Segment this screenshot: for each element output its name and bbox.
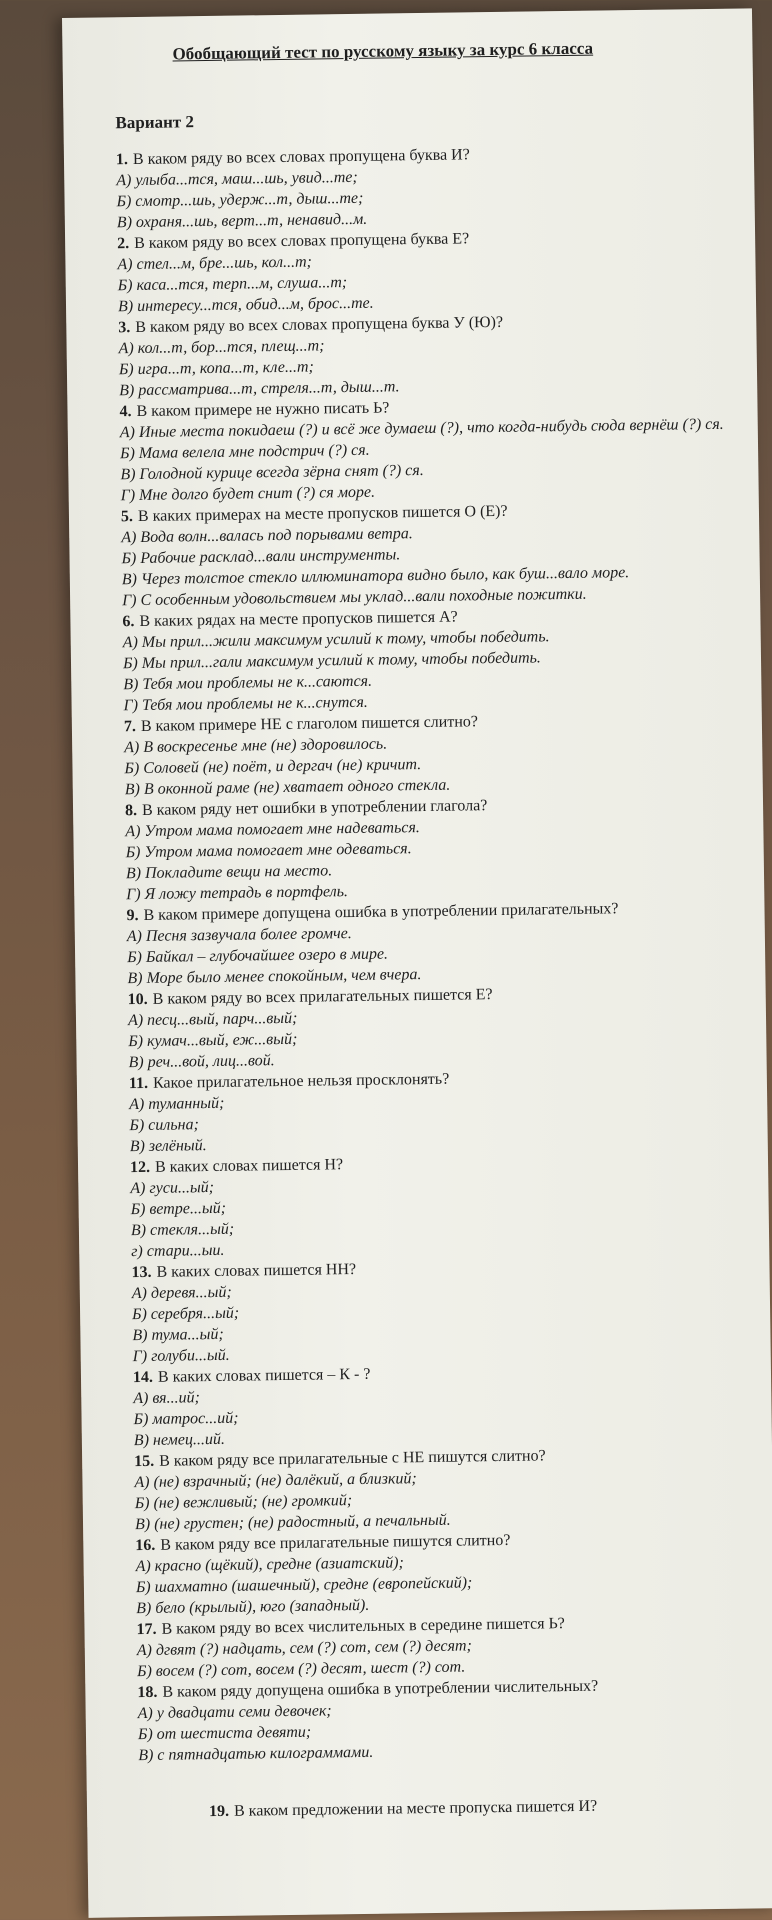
- answer-option: В) Покладите вещи на место.: [125, 862, 333, 883]
- answer-option: Г) С особенным удовольствием мы уклад...вали походные пожитки.: [122, 585, 587, 610]
- answer-option: А) улыба...тся, маш...шь, увид...те;: [116, 168, 358, 190]
- question-number: 10.: [127, 990, 148, 1009]
- question-number: 13.: [131, 1263, 152, 1282]
- answer-option: Б) восем (?) сот, восем (?) десят, шест (?) сот.: [136, 1658, 466, 1681]
- question-number: 3.: [118, 319, 131, 337]
- question-number: 18.: [137, 1683, 158, 1702]
- question-text: В каком ряду во всех словах пропущена буква И?: [132, 146, 470, 169]
- question-text: В каком ряду все прилагательные с НЕ пишутся слитно?: [159, 1447, 546, 1470]
- answer-option: г) стари...ыи.: [131, 1241, 225, 1261]
- answer-option: Б) шахматно (шашечный), средне (европейский);: [135, 1574, 473, 1597]
- answer-option: В) Через толстое стекло иллюминатора видно было, как буш...вало море.: [121, 564, 630, 589]
- question-text: В каких словах пишется НН?: [156, 1261, 357, 1281]
- answer-option: В) рассматрива...т, стреля...т, дыш...т.: [119, 378, 400, 400]
- answer-option: А) песц...вый, парч...вый;: [127, 1009, 298, 1030]
- question-number: 8.: [124, 802, 138, 820]
- answer-option: Б) серебря...ый;: [131, 1304, 240, 1324]
- answer-option: Б) Байкал – глубочайшее озеро в мире.: [127, 945, 389, 967]
- question-text: В каком ряду во всех прилагательных пишется Е?: [152, 986, 493, 1008]
- question-number: 6.: [122, 613, 135, 631]
- question-number: 17.: [136, 1620, 157, 1639]
- answer-option: Г) голуби...ый.: [132, 1346, 230, 1366]
- answer-option: В) охраня...шь, верт...т, ненавид...м.: [116, 210, 368, 232]
- answer-option: А) Вода волн...валась под порывами ветра.: [121, 525, 413, 547]
- answer-option: А) у двадцати семи девочек;: [137, 1702, 332, 1723]
- answer-option: А) Утром мама помогает мне надеваться.: [125, 819, 420, 841]
- question-number: 12.: [129, 1158, 151, 1177]
- question-number: 7.: [123, 718, 137, 736]
- question-number: 15.: [134, 1452, 155, 1471]
- question-number: 9.: [126, 907, 139, 925]
- question-number: 19.: [208, 1802, 230, 1821]
- answer-option: Б) кумач...вый, еж...вый;: [128, 1030, 298, 1051]
- question-number: 14.: [132, 1368, 154, 1387]
- answer-option: Г) Я ложу тетрадь в портфель.: [126, 883, 349, 904]
- variant-label: Вариант 2: [115, 112, 195, 133]
- question-number: 16.: [135, 1536, 156, 1555]
- document-title: Обобщающий тест по русскому языку за курс 6 класса: [172, 38, 594, 64]
- question-text: В каком ряду все прилагательные пишутся слитно?: [160, 1531, 511, 1554]
- answer-option: В) зелёный.: [129, 1137, 207, 1156]
- question-text: В каких словах пишется – К - ?: [157, 1365, 371, 1386]
- question-text: В каких примерах на месте пропусков пишется О (Е)?: [137, 502, 508, 525]
- answer-option: В) интересу...тся, обид...м, брос...те.: [117, 294, 374, 316]
- answer-option: А) кол...т, бор...тся, плещ...т;: [118, 337, 325, 358]
- answer-option: В) стекля...ый;: [130, 1220, 235, 1240]
- question-text: В каком ряду во всех словах пропущена буква Е?: [134, 230, 470, 253]
- question-text: В каком примере не нужно писать Ь?: [136, 399, 390, 420]
- answer-option: Б) Рабочие расклад...вали инструменты.: [121, 546, 401, 568]
- test-paper-sheet: [62, 8, 772, 1917]
- answer-option: Б) смотр...шь, удерж...т, дыш...те;: [116, 189, 364, 211]
- answer-option: В) тума...ый;: [132, 1325, 224, 1345]
- answer-option: А) (не) взрачный; (не) далёкий, а близкий;: [134, 1470, 417, 1492]
- answer-option: Б) каса...тся, терп...м, слуша...т;: [117, 274, 348, 295]
- answer-option: Б) Мама велела мне подстрич (?) ся.: [119, 441, 370, 463]
- answer-option: А) Песня зазвучала более громче.: [126, 925, 352, 946]
- question-text: В каком ряду во всех числительных в середине пишется Ь?: [161, 1615, 565, 1638]
- answer-option: Б) от шестиста девяти;: [137, 1723, 312, 1744]
- answer-option: Б) игра...т, копа...т, кле...т;: [118, 358, 314, 379]
- answer-option: А) вя...ий;: [133, 1389, 201, 1408]
- answer-option: В) Море было менее спокойным, чем вчера.: [127, 966, 422, 988]
- questions-list: [116, 141, 759, 1823]
- question-number: 5.: [120, 508, 134, 526]
- question-number: 2.: [117, 235, 130, 253]
- answer-option: Б) сильна;: [129, 1116, 199, 1135]
- answer-option: А) красно (щёкий), средне (азиатский);: [135, 1554, 404, 1576]
- answer-option: Г) Тебя мои проблемы не к...снутся.: [123, 693, 368, 715]
- answer-option: А) стел...м, бре...шь, кол...т;: [117, 253, 313, 274]
- answer-option: А) гуси...ый;: [130, 1178, 215, 1198]
- question-text: В каком ряду допущена ошибка в употреблении числительных?: [162, 1677, 599, 1701]
- question-text: В каком примере НЕ с глаголом пишется слитно?: [140, 713, 479, 735]
- answer-option: В) бело (крылый), юго (западный).: [136, 1596, 370, 1618]
- question-text: Какое прилагательное нельзя просклонять?: [152, 1070, 450, 1092]
- answer-option: Б) ветре...ый;: [130, 1199, 227, 1219]
- question-text: В каком примере допущена ошибка в употреблении прилагательных?: [143, 900, 619, 924]
- answer-option: А) деревя...ый;: [131, 1283, 232, 1303]
- answer-option: Б) матрос...ий;: [133, 1409, 239, 1429]
- question-text: В каких рядах на месте пропусков пишется А?: [139, 608, 458, 630]
- answer-option: В) Голодной курице всегда зёрна снят (?) ся.: [120, 461, 424, 484]
- answer-option: А) дгвят (?) надцать, сем (?) сот, сем (?) десят;: [136, 1637, 472, 1660]
- answer-option: А) В воскресенье мне (не) здоровилось.: [124, 735, 388, 757]
- answer-option: В) Тебя мои проблемы не к...саются.: [123, 672, 373, 694]
- answer-option: А) Иные места покидаеш (?) и всё же думаеш (?), что когда-нибудь сюда вернёш (?) ся.: [119, 415, 724, 442]
- answer-option: А) туманный;: [129, 1094, 225, 1114]
- question-number: 4.: [119, 403, 132, 421]
- question-text: В каком предложении на месте пропуска пишется И?: [233, 1797, 598, 1820]
- answer-option: Б) Мы прил...гали максимум усилий к тому, чтобы победить.: [122, 649, 541, 673]
- answer-option: Б) Утром мама помогает мне одеваться.: [125, 840, 412, 862]
- answer-option: В) немец...ий.: [133, 1430, 226, 1450]
- question-text: В каких словах пишется Н?: [154, 1156, 344, 1176]
- answer-option: В) с пятнадцатью килограммами.: [138, 1743, 374, 1765]
- answer-option: В) (не) грустен; (не) радостный, а печальный.: [134, 1511, 451, 1534]
- answer-option: Г) Мне долго будет снит (?) ся море.: [120, 483, 376, 505]
- answer-option: Б) (не) вежливый; (не) громкий;: [134, 1492, 353, 1513]
- answer-option: В) реч...вой, лиц...вой.: [128, 1052, 275, 1072]
- question-text: В каком ряду во всех словах пропущена буква У (Ю)?: [135, 313, 504, 337]
- answer-option: В) В оконной раме (не) хватает одного стекла.: [124, 776, 451, 799]
- question-number: 1.: [115, 151, 129, 169]
- answer-option: А) Мы прил...жили максимум усилий к тому, чтобы победить.: [122, 628, 550, 652]
- question-text: В каком ряду нет ошибки в употреблении глагола?: [141, 797, 488, 819]
- answer-option: Б) Соловей (не) поёт, и дергач (не) кричит.: [124, 756, 422, 778]
- question-number: 11.: [128, 1074, 149, 1093]
